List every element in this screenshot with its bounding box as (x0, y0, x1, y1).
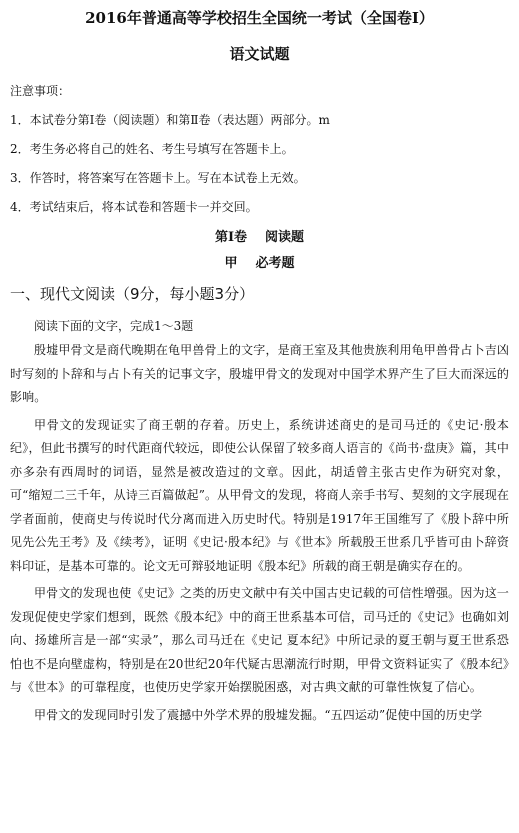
volume-name: 阅读题 (265, 230, 305, 245)
part-label: 甲 (224, 256, 238, 271)
note-item-2: 2．考生务必将自己的姓名、考生号填写在答题卡上。 (10, 142, 294, 156)
note-item-1: 1．本试卷分第Ⅰ卷（阅读题）和第Ⅱ卷（表达题）两部分。m (10, 113, 330, 127)
part-name: 必考题 (255, 256, 295, 271)
reading-section-title: 一、现代文阅读（9分，每小题3分） (10, 285, 255, 303)
reading-paragraph-2: 甲骨文的发现证实了商王朝的存着。历史上，系统讲述商史的是司马迁的《史记·殷本纪》，但此书撰写的时代距商代较远，即使公认保留了较多商人语言的《尚书·盘庚》篇，其中亦多杂有西周时的词语，显然是被改造过的文章。因此，胡适曾主张古史作为研究对象，可“缩短二三千年，从诗三百篇做起”。从甲骨文的发现，将商人亲手书写、契刻的文字展现在学者面前，使商史与传说时代分离而进入历史时代。特别是1917年王国维写了《殷卜辞中所见先公先王考》及《续考》，证明《史记·殷本纪》与《世本》所载殷王世系几乎皆可由卜辞资料印证，是基本可靠的。论文无可辩驳地证明《殷本纪》所载的商王朝是确实存在的。 (10, 417, 509, 573)
volume-label: 第Ⅰ卷 (214, 230, 248, 245)
reading-instruction: 阅读下面的文字，完成1～3题 (34, 319, 194, 333)
exam-title: 2016年普通高等学校招生全国统一考试（全国卷Ⅰ） (85, 9, 434, 27)
note-item-4: 4．考试结束后，将本试卷和答题卡一并交回。 (10, 200, 258, 214)
reading-paragraph-4: 甲骨文的发现同时引发了震撼中外学术界的殷墟发掘。“五四运动”促使中国的历史学 (34, 707, 483, 722)
reading-paragraph-3: 甲骨文的发现也使《史记》之类的历史文献中有关中国古史记载的可信性增强。因为这一发现促使史学家们想到，既然《殷本纪》中的商王世系基本可信，司马迁的《史记》也确如刘向、扬雄所言是一部“实录”，那么司马迁在《史记 夏本纪》中所记录的夏王朝与夏王世系恐怕也不是向壁虚构，特别是在20世纪20年代疑古思潮流行时期，甲骨文资料证实了《殷本纪》与《世本》的可靠程度，也使历史学家开始摆脱困惑，对古典文献的可靠性恢复了信心。 (10, 586, 509, 694)
note-item-3: 3．作答时，将答案写在答题卡上。写在本试卷上无效。 (10, 171, 306, 185)
notes-heading: 注意事项： (10, 84, 71, 98)
volume-heading (10, 229, 509, 247)
reading-paragraph-1: 殷墟甲骨文是商代晚期在龟甲兽骨上的文字，是商王室及其他贵族利用龟甲兽骨占卜吉凶时写刻的卜辞和与占卜有关的记事文字，殷墟甲骨文的发现对中国学术界产生了巨大而深远的影响。 (10, 343, 509, 404)
exam-subtitle: 语文试题 (229, 45, 290, 63)
part-heading (10, 255, 509, 273)
